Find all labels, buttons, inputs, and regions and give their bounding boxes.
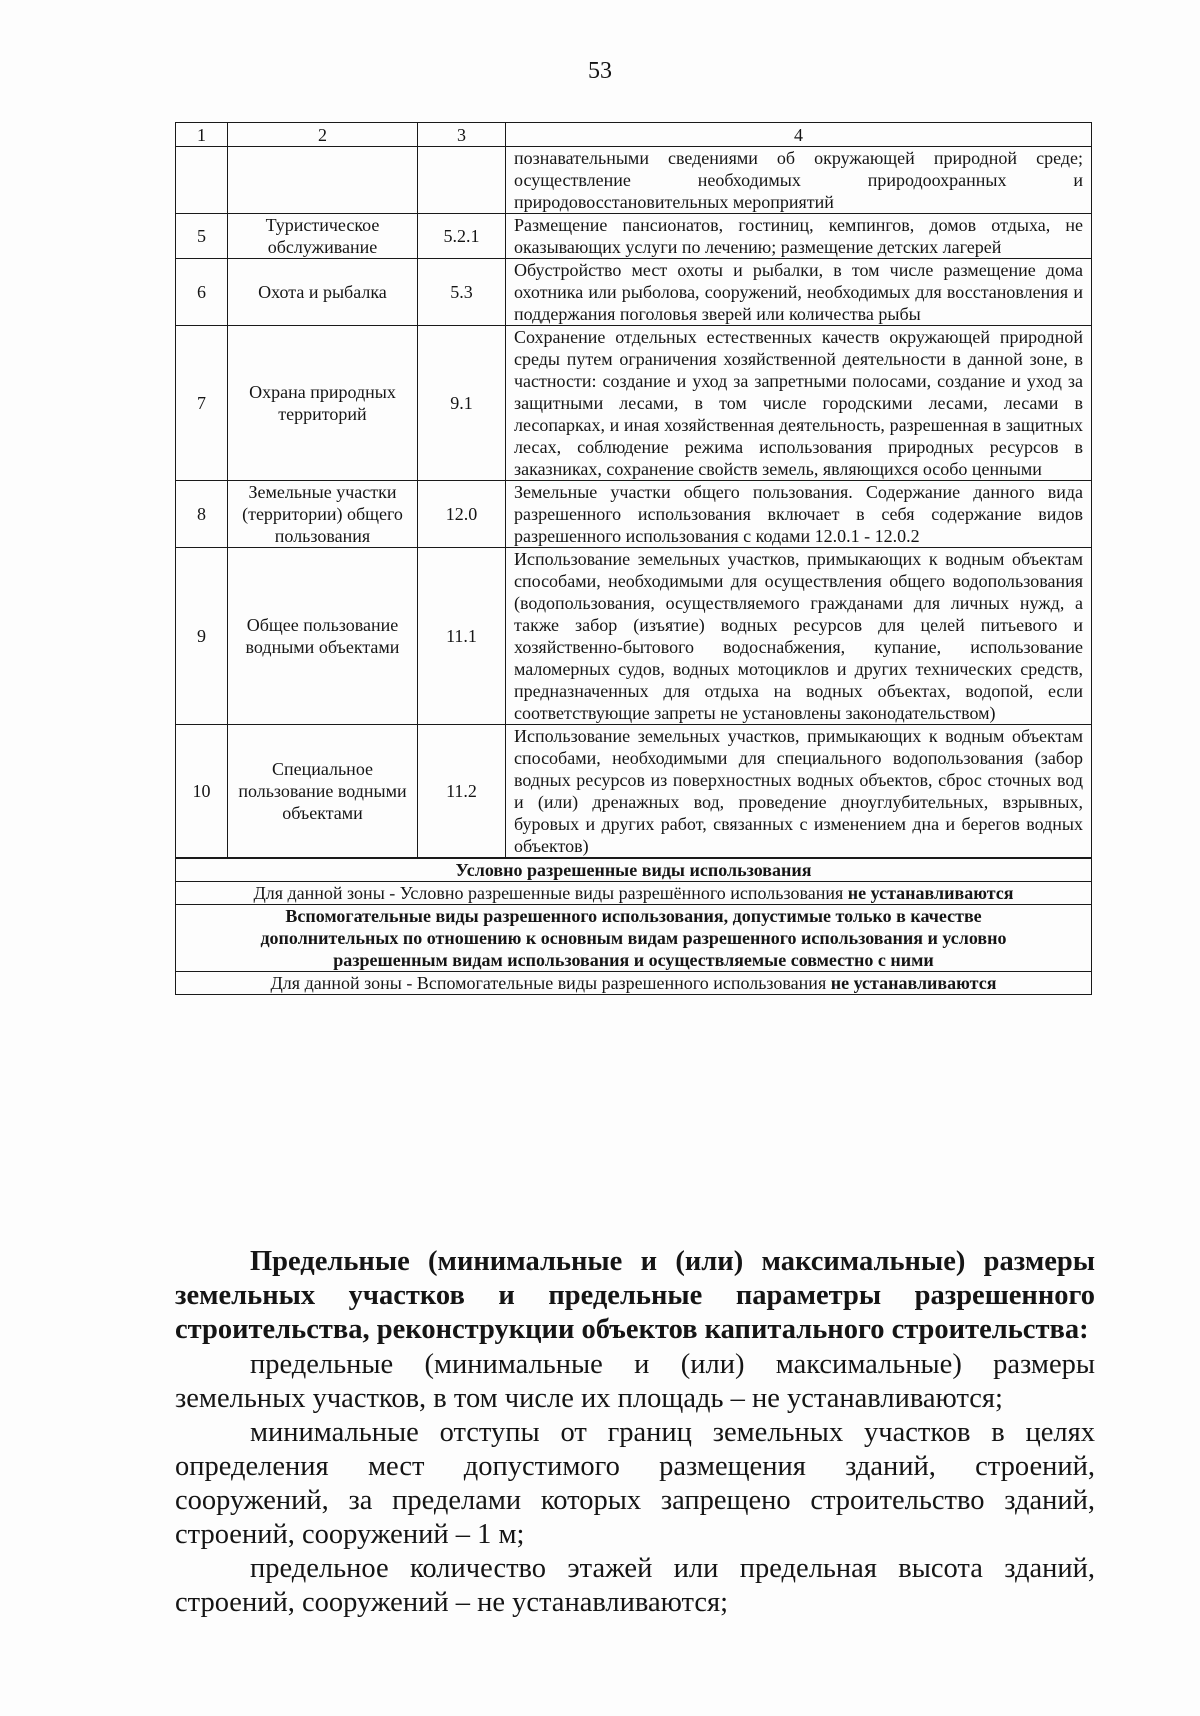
use-type-description: Использование земельных участков, примыкающих к водным объектам способами, необходимыми для осуществления общего водопользования (водопользования, осуществляемого гражданами для личных нужд, а также забор (изъятие) водных ресурсов для целей питьевого и хозяйственно-бытового водоснабжения, купание, использование маломерных судов, водных мотоциклов и других технических средств, предназначенных для отдыха на водных объектах, водопой, если соответствующие запреты не установлены законодательством) (506, 548, 1092, 725)
table-row (176, 481, 1092, 548)
table-header-row (176, 123, 1092, 147)
use-type-name (228, 147, 418, 214)
auxiliary-uses-note (176, 972, 1092, 995)
column-header: 3 (418, 123, 506, 147)
auxiliary-uses-note-status: не устанавливаются (830, 973, 997, 993)
paragraph: предельное количество этажей или предельная высота зданий, строений, сооружений – не устанавливаются; (175, 1553, 1095, 1618)
body-text (175, 1348, 1095, 1620)
table-row (176, 326, 1092, 481)
use-type-description: познавательными сведениями об окружающей природной среде; осуществление необходимых природоохранных и природовосстановительных мероприятий (506, 147, 1092, 214)
section-heading: Предельные (минимальные и (или) максимальные) размеры земельных участков и предельные параметры разрешенного строительства, реконструкции объектов капитального строительства: (175, 1246, 1095, 1345)
conditional-uses-note-status: не устанавливаются (847, 883, 1014, 903)
use-type-code: 5.3 (418, 259, 506, 326)
conditional-uses-note-row (176, 882, 1092, 905)
paragraph: минимальные отступы от границ земельных участков в целях определения мест допустимого размещения зданий, строений, сооружений, за пределами которых запрещено строительство зданий, строений, сооружений – 1 м; (175, 1417, 1095, 1550)
table-row (176, 725, 1092, 858)
row-number (176, 147, 228, 214)
row-number: 5 (176, 214, 228, 259)
row-number: 6 (176, 259, 228, 326)
use-type-code: 11.1 (418, 548, 506, 725)
use-type-name: Туристическое обслуживание (228, 214, 418, 259)
use-type-name: Общее пользование водными объектами (228, 548, 418, 725)
table-row (176, 147, 1092, 214)
use-type-description: Сохранение отдельных естественных качеств окружающей природной среды путем ограничения хозяйственной деятельности в данной зоне, в частности: создание и уход за запретными полосами, создание и уход за защитными лесами, в том числе городскими лесами, лесами в лесопарках, и иная хозяйственная деятельность, разрешенная в защитных лесах, соблюдение режима использования природных ресурсов в заказниках, сохранение свойств земель, являющихся особо ценными (506, 326, 1092, 481)
use-type-code (418, 147, 506, 214)
use-type-code: 12.0 (418, 481, 506, 548)
permitted-use-table (175, 122, 1092, 995)
use-type-description: Размещение пансионатов, гостиниц, кемпингов, домов отдыха, не оказывающих услуги по лечению; размещение детских лагерей (506, 214, 1092, 259)
auxiliary-uses-note-row (176, 972, 1092, 995)
use-type-name: Земельные участки (территории) общего пользования (228, 481, 418, 548)
use-type-name: Специальное пользование водными объектами (228, 725, 418, 858)
use-type-name: Охрана природных территорий (228, 326, 418, 481)
use-type-description: Обустройство мест охоты и рыбалки, в том числе размещение дома охотника или рыболова, сооружений, необходимых для восстановления и поддержания поголовья зверей или количества рыбы (506, 259, 1092, 326)
use-type-name: Охота и рыбалка (228, 259, 418, 326)
row-number: 7 (176, 326, 228, 481)
page-number: 53 (588, 58, 612, 84)
use-type-description: Земельные участки общего пользования. Содержание данного вида разрешенного использования включает в себя содержание видов разрешенного использования с кодами 12.0.1 - 12.0.2 (506, 481, 1092, 548)
table-row (176, 214, 1092, 259)
table-row (176, 259, 1092, 326)
use-type-code: 11.2 (418, 725, 506, 858)
conditional-uses-note-text: Для данной зоны - Условно разрешенные виды разрешённого использования (253, 883, 844, 903)
conditional-uses-heading-row (176, 859, 1092, 882)
conditional-uses-heading: Условно разрешенные виды использования (176, 859, 1092, 882)
row-number: 8 (176, 481, 228, 548)
auxiliary-uses-note-text: Для данной зоны - Вспомогательные виды разрешенного использования (270, 973, 827, 993)
conditional-uses-note (176, 882, 1092, 905)
table-row (176, 548, 1092, 725)
auxiliary-uses-heading-row (176, 905, 1092, 972)
column-header: 1 (176, 123, 228, 147)
use-type-code: 9.1 (418, 326, 506, 481)
paragraph: предельные (минимальные и (или) максимальные) размеры земельных участков, в том числе их площадь – не устанавливаются; (175, 1349, 1095, 1414)
column-header: 4 (506, 123, 1092, 147)
use-type-description: Использование земельных участков, примыкающих к водным объектам способами, необходимыми для специального водопользования (забор водных ресурсов из поверхностных водных объектов, сброс сточных вод и (или) дренажных вод, проведение дноуглубительных, взрывных, буровых и других работ, связанных с изменением дна и берегов водных объектов) (506, 725, 1092, 858)
row-number: 9 (176, 548, 228, 725)
column-header: 2 (228, 123, 418, 147)
row-number: 10 (176, 725, 228, 858)
auxiliary-uses-heading: Вспомогательные виды разрешенного использования, допустимые только в качестве дополнительных по отношению к основным видам разрешенного использования и условно разрешенным видам использования и осуществляемые совместно с ними (176, 905, 1092, 972)
use-type-code: 5.2.1 (418, 214, 506, 259)
